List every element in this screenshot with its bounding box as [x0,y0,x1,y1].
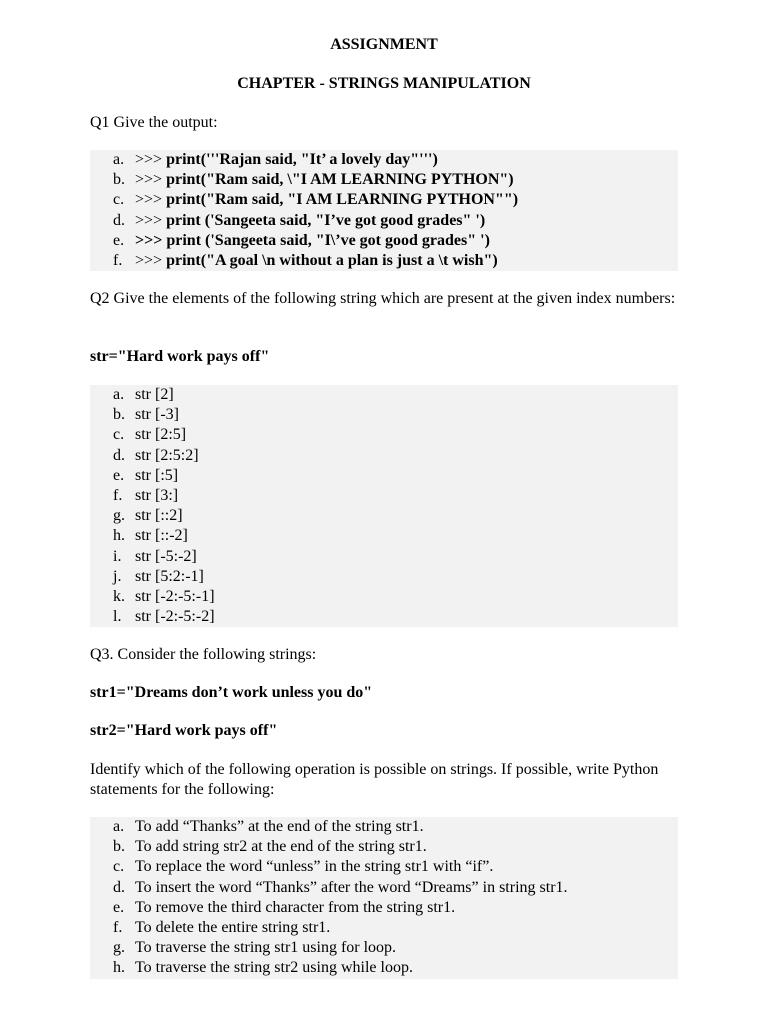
list-marker: g. [113,939,125,957]
item-text: str [2:5] [135,426,187,444]
q3-heading: Q3. Consider the following strings: [90,646,317,663]
item-text: str [2:5:2] [135,446,199,464]
list-marker: k. [113,587,125,605]
list-item [90,425,678,445]
list-item [90,190,678,210]
item-text: str [:5] [135,466,179,484]
list-marker: b. [113,838,125,856]
list-item [90,607,678,627]
item-text: To add “Thanks” at the end of the string str1. [135,818,424,835]
item-text: str [-5:-2] [135,547,197,565]
list-marker: a. [113,151,125,168]
item-text: To insert the word “Thanks” after the word “Dreams” in string str1. [135,878,568,896]
item-text: str [-2:-5:-1] [135,587,215,605]
q3-str2-definition: str2="Hard work pays off" [90,722,278,739]
q3-list [90,817,678,979]
prompt: >>> [135,251,167,269]
list-item [90,837,678,857]
list-marker: i. [113,547,122,565]
list-marker: d. [113,446,125,464]
list-marker: f. [113,251,123,269]
list-marker: e. [113,466,125,484]
prompt: >>> [135,191,167,209]
prompt: >>> [135,171,167,189]
list-marker: a. [113,818,125,835]
list-marker: a. [113,386,125,403]
list-item [90,857,678,877]
list-marker: h. [113,527,125,545]
list-item [90,526,678,546]
item-text: str [5:2:-1] [135,567,204,585]
code-text: print('''Rajan said, "It’ a lovely day"''') [166,151,438,168]
item-text: str [::-2] [135,527,188,545]
list-item [90,547,678,567]
q3-str1-definition: str1="Dreams don’t work unless you do" [90,684,373,701]
item-text: To add string str2 at the end of the string str1. [135,838,427,856]
list-item [90,466,678,486]
list-item [90,938,678,958]
list-marker: d. [113,211,125,229]
list-marker: e. [113,231,125,249]
list-item [90,878,678,898]
q2-string-definition: str="Hard work pays off" [90,348,270,365]
list-item [90,958,678,978]
list-item [90,506,678,526]
list-marker: c. [113,191,125,209]
list-item [90,385,678,405]
item-text: To traverse the string str2 using while loop. [135,959,413,977]
list-marker: d. [113,878,125,896]
list-item [90,587,678,607]
list-item [90,251,678,271]
item-text: str [3:] [135,486,179,504]
list-item [90,231,678,251]
code-text: print ('Sangeeta said, "I’ve got good grades" ') [166,211,486,229]
list-marker: g. [113,507,125,525]
list-item [90,150,678,170]
list-item [90,817,678,837]
item-text: str [-3] [135,406,179,424]
q1-heading: Q1 Give the output: [90,114,218,131]
prompt: >>> [135,151,167,168]
prompt: >>> [135,211,167,229]
code-text: >>> print ('Sangeeta said, "I\’ve got good grades" ') [135,231,490,249]
list-item [90,486,678,506]
q2-heading: Q2 Give the elements of the following string which are present at the given index numbers: [90,290,676,307]
item-text: str [2] [135,386,174,403]
list-item [90,170,678,190]
item-text: str [::2] [135,507,183,525]
item-text: str [-2:-5:-2] [135,608,215,626]
list-item [90,446,678,466]
list-item [90,405,678,425]
item-text: To replace the word “unless” in the string str1 with “if”. [135,858,494,876]
q3-instruction: Identify which of the following operation is possible on strings. If possible, write Python statements for the following: [90,761,659,798]
list-marker: f. [113,918,123,936]
code-text: print("Ram said, "I AM LEARNING PYTHON"") [166,191,519,209]
list-marker: f. [113,486,123,504]
list-marker: j. [113,567,122,585]
list-marker: c. [113,858,125,876]
list-marker: l. [113,608,122,626]
q2-list [90,385,678,627]
list-marker: b. [113,171,125,189]
list-item [90,918,678,938]
assignment-title: ASSIGNMENT [330,36,438,53]
chapter-title: CHAPTER - STRINGS MANIPULATION [237,75,531,92]
q1-list [90,150,678,271]
item-text: To delete the entire string str1. [135,918,331,936]
list-marker: b. [113,406,125,424]
list-marker: h. [113,959,125,977]
list-marker: e. [113,898,125,916]
list-item [90,211,678,231]
code-text: print("Ram said, \"I AM LEARNING PYTHON") [166,171,514,189]
item-text: To remove the third character from the string str1. [135,898,456,916]
list-marker: c. [113,426,125,444]
list-item [90,898,678,918]
item-text: To traverse the string str1 using for loop. [135,939,397,957]
list-item [90,567,678,587]
code-text: print("A goal \n without a plan is just a \t wish") [166,251,498,269]
